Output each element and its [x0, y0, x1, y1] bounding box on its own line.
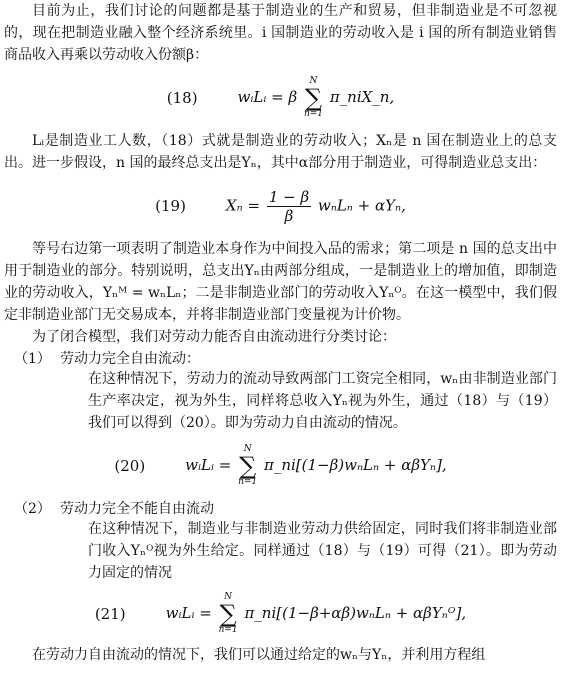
equation-21 — [4, 584, 557, 644]
paragraph-explanation: 等号右边第一项表明了制造业本身作为中间投入品的需求；第二项是 n 国的总支出中用于制造业的部分。特别说明，总支出Yₙ由两部分组成，一是制造业上的增加值，即制造业的劳动收入，Yₙᴹ = wₙLₙ；二是非制造业部门的劳动收入Yₙᴼ。在这一模型中，我们假定非制造业部门无交易成本，并将非制造业部门变量视为计价物。 — [4, 241, 557, 323]
case-2-body: 在这种情况下，制造业与非制造业劳动力供给固定，同时我们将非制造业部门收入Yₙᴼ视为外生给定。同样通过（18）与（19）可得（21）。即为劳动力固定的情况 — [88, 521, 557, 581]
paragraph-closure: 为了闭合模型，我们对劳动力能否自由流动进行分类讨论： — [32, 329, 396, 345]
fraction: $\frac{1 - \beta}{\beta}$ — [268, 187, 310, 225]
paragraph-final: 在劳动力自由流动的情况下，我们可以通过给定的wₙ与Yₙ，并利用方程组 — [32, 647, 486, 663]
case-1-body: 在这种情况下，劳动力的流动导致两部门工资完全相同，wₙ由非制造业部门生产率决定，视为外生，同样将总收入Yₙ视为外生，通过（18）与（19）我们可以得到（20）。即为劳动力自由流动的情况。 — [88, 371, 557, 431]
paragraph-definitions: Lᵢ是制造业工人数，（18）式就是制造业的劳动收入；Xₙ是 n 国在制造业上的总支出。进一步假设，n 国的最终总支出是Yₙ，其中α部分用于制造业，可得制造业总支出： — [4, 133, 557, 171]
case-2-heading: （2） 劳动力完全不能自由流动 — [14, 501, 214, 517]
paragraph-intro: 目前为止，我们讨论的问题都是基于制造业的生产和贸易，但非制造业是不可忽视的，现在把制造业融入整个经济系统里。i 国制造业的劳动收入是 i 国的所有制造业销售商品收入再乘以劳动收入份额β： — [4, 3, 557, 63]
eq-lhs: wᵢLᵢ = — [185, 456, 232, 474]
equation-number: (20) — [114, 457, 146, 475]
eq-lhs: wᵢLᵢ = β — [237, 88, 298, 106]
summation-symbol: N ∑ n=1 — [218, 592, 238, 635]
eq-lhs: wᵢLᵢ = — [165, 604, 212, 622]
eq-lhs: Xₙ = — [225, 196, 261, 214]
summation-symbol: N ∑ n=1 — [238, 444, 258, 487]
equation-number: (19) — [155, 197, 186, 215]
equation-number: (18) — [166, 89, 198, 107]
eq-rhs: wₙLₙ + αYₙ, — [317, 196, 406, 214]
summation-symbol: N ∑ n=1 — [303, 76, 324, 119]
eq-rhs: π_ni[(1−β)wₙLₙ + αβYₙ], — [263, 456, 447, 474]
equation-number: (21) — [94, 605, 126, 623]
equation-18 — [4, 66, 557, 130]
eq-rhs: π_ni[(1−β+αβ)wₙLₙ + αβYₙᴼ], — [244, 604, 467, 622]
eq-rhs: π_niX_n, — [329, 88, 395, 106]
case-1-heading: （1） 劳动力完全自由流动： — [14, 351, 200, 367]
equation-20 — [4, 434, 557, 498]
equation-19 — [4, 174, 557, 238]
